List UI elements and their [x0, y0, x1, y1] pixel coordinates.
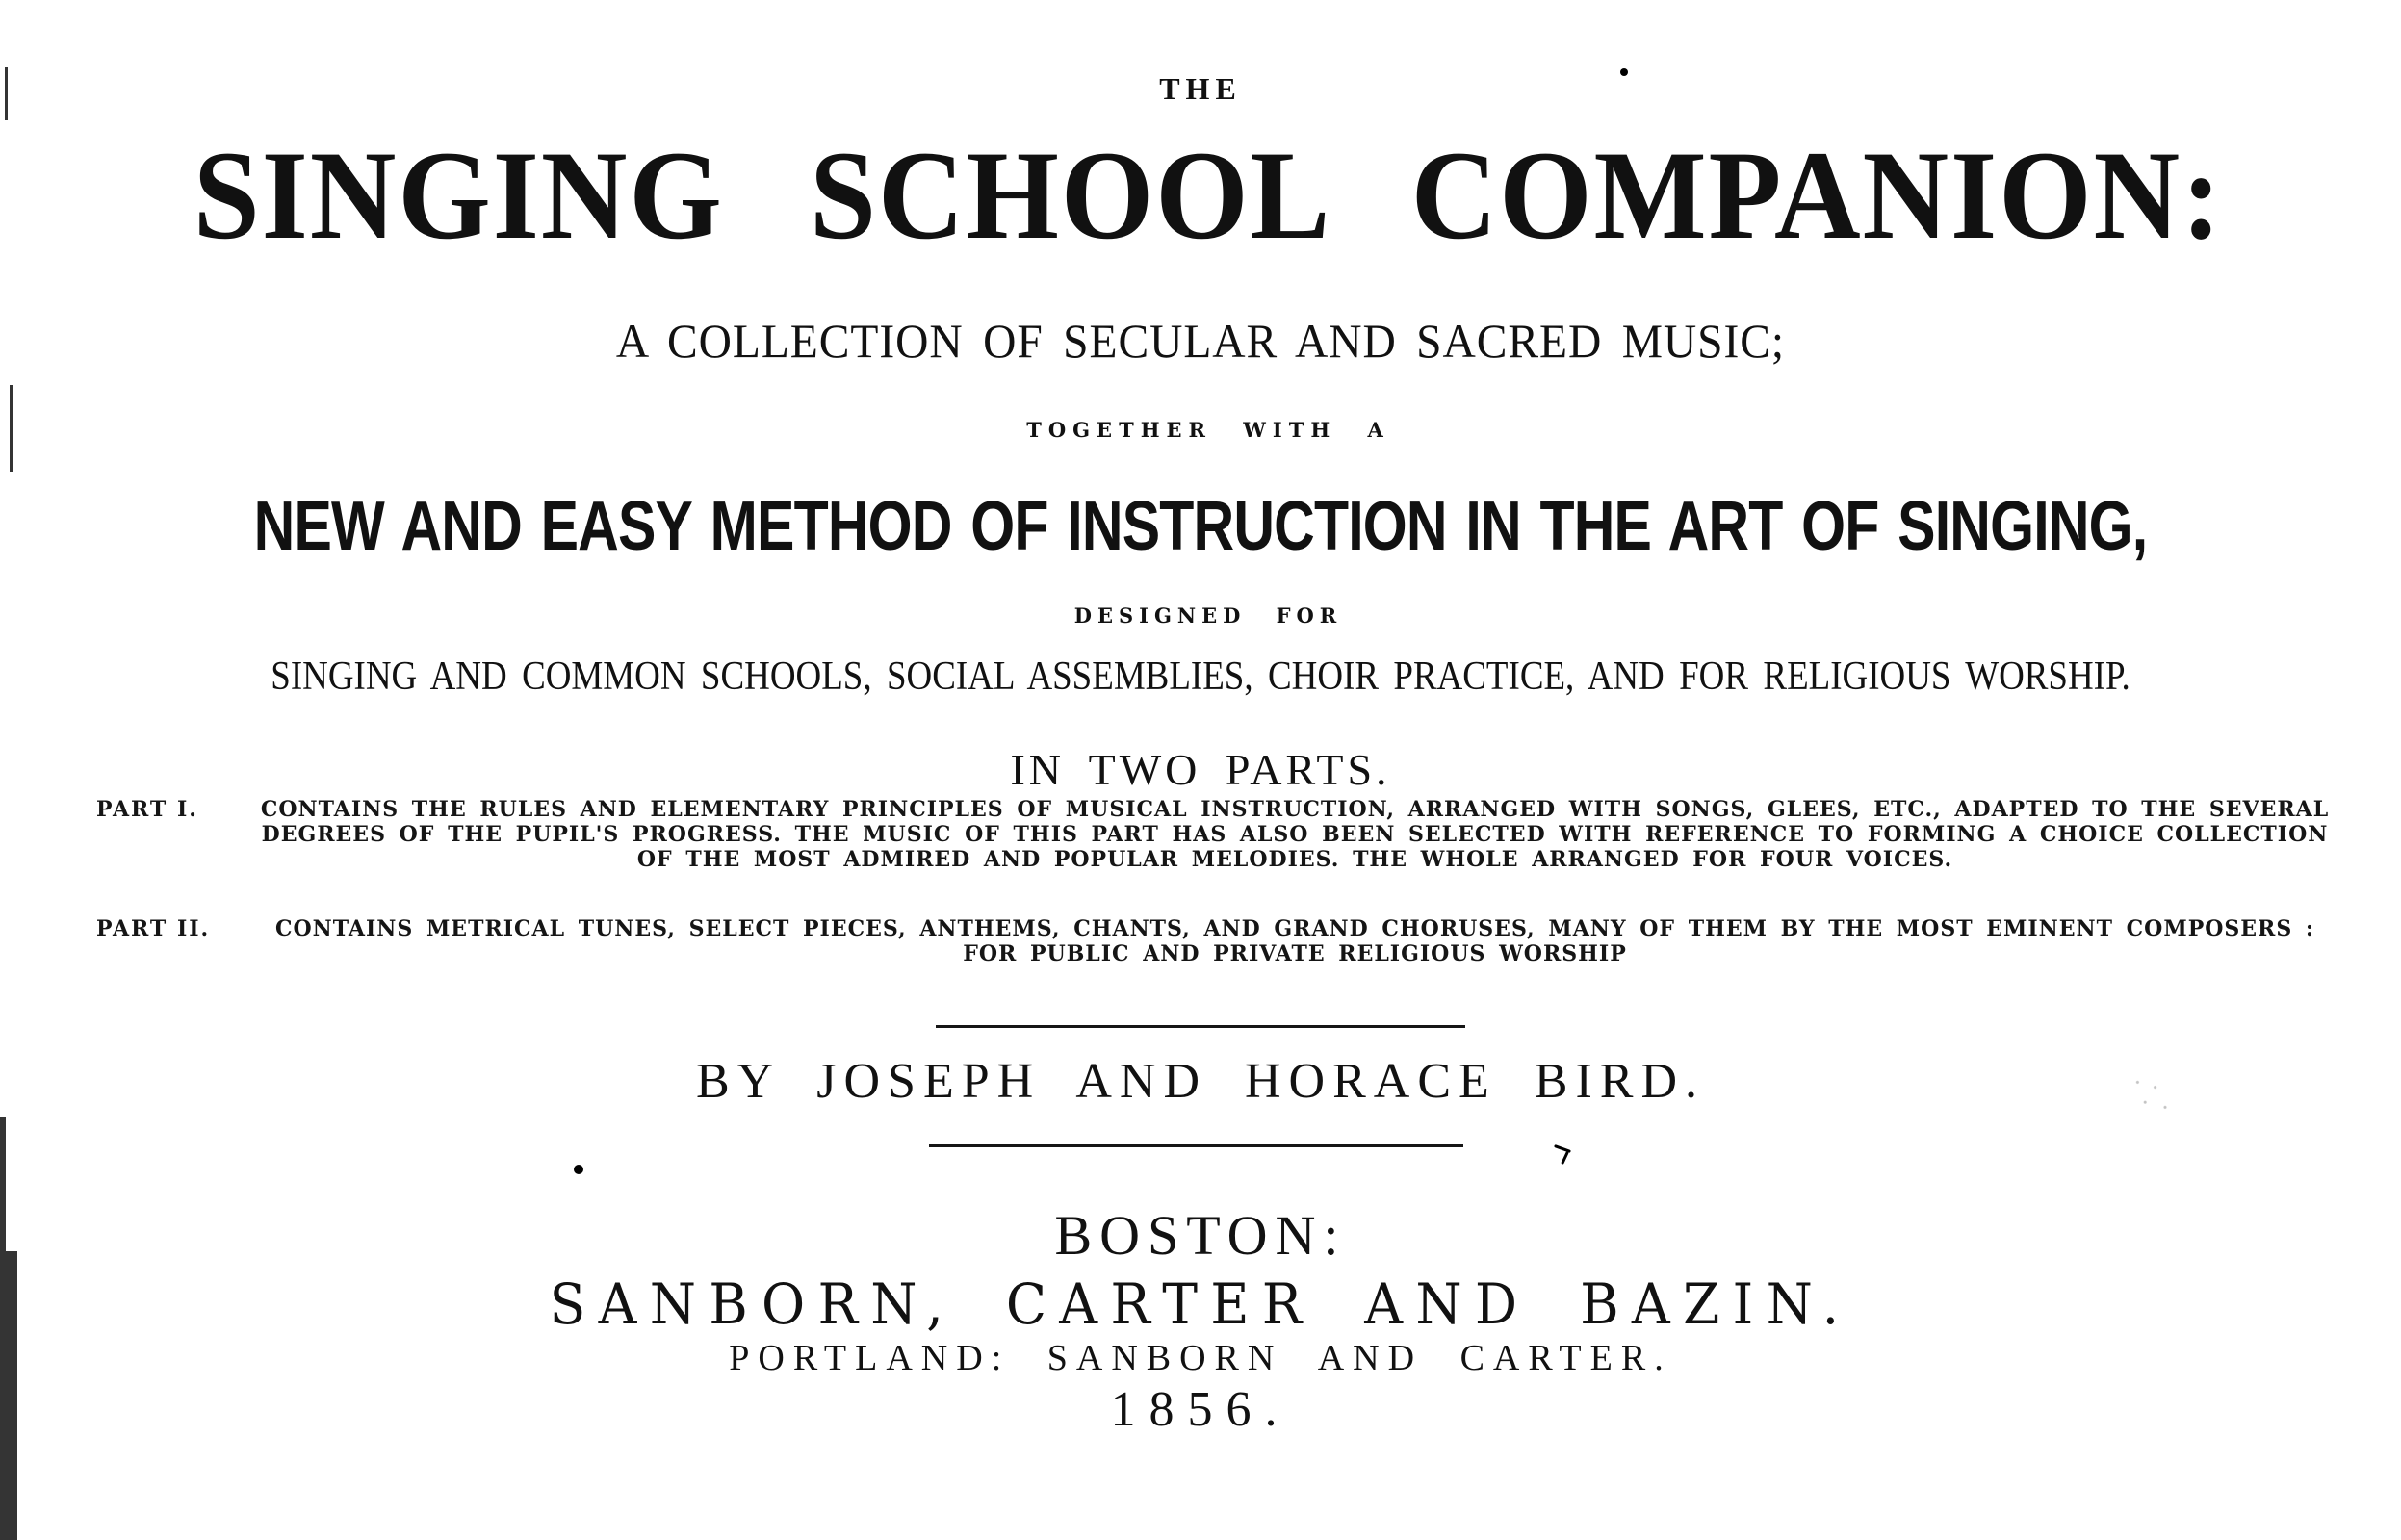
publication-year: 1856. — [1110, 1382, 1291, 1437]
title-prefix: THE — [1159, 71, 1242, 106]
main-title: SINGING SCHOOL COMPANION: — [193, 124, 2224, 266]
together-with-line: TOGETHER WITH A — [1026, 418, 1390, 442]
designed-for-line: DESIGNED FOR — [1073, 603, 1343, 628]
part-one-description — [96, 797, 2339, 905]
portland-publisher: PORTLAND: SANBORN AND CARTER. — [729, 1338, 1672, 1378]
part-one-text: CONTAINS THE RULES AND ELEMENTARY PRINCIPLES OF MUSICAL INSTRUCTION, ARRANGED WITH SONGS, GLEES, ETC., ADAPTED TO THE SEVERAL DEGREES OF THE PUPIL'S PROGRESS. THE MUSIC OF THIS PART HAS ALSO BEEN SELECTED WITH REFERENCE TO FORMING A CHOICE COLLECTION OF THE MOST ADMIRED AND POPULAR MELODIES. THE WHOLE ARRANGED FOR FOUR VOICES. — [260, 797, 2330, 872]
subtitle: A COLLECTION OF SECULAR AND SACRED MUSIC; — [615, 314, 1786, 368]
decorative-rule-top — [936, 1025, 1465, 1028]
part-two-description — [96, 916, 2339, 984]
method-title: NEW AND EASY METHOD OF INSTRUCTION IN THE ART OF SINGING, — [253, 488, 2148, 565]
imprint-city: BOSTON: — [1054, 1204, 1347, 1267]
publisher-name: SANBORN, CARTER AND BAZIN. — [549, 1271, 1852, 1337]
part-one-label: PART I. — [96, 797, 198, 822]
author-byline: BY JOSEPH AND HORACE BIRD. — [695, 1054, 1706, 1109]
parts-heading: IN TWO PARTS. — [1010, 745, 1391, 794]
decorative-rule-bottom — [929, 1144, 1463, 1147]
part-two-text: CONTAINS METRICAL TUNES, SELECT PIECES, ANTHEMS, CHANTS, AND GRAND CHORUSES, MANY OF THEM BY THE MOST EMINENT COMPOSERS : FOR PUBLIC AND PRIVATE RELIGIOUS WORSHIP — [274, 916, 2315, 966]
ink-speck — [574, 1165, 583, 1174]
intended-audience: SINGING AND COMMON SCHOOLS, SOCIAL ASSEMBLIES, CHOIR PRACTICE, AND FOR RELIGIOUS WORSHIP. — [271, 654, 2130, 699]
pencil-mark — [1561, 1151, 1569, 1165]
part-two-label: PART II. — [96, 916, 211, 941]
